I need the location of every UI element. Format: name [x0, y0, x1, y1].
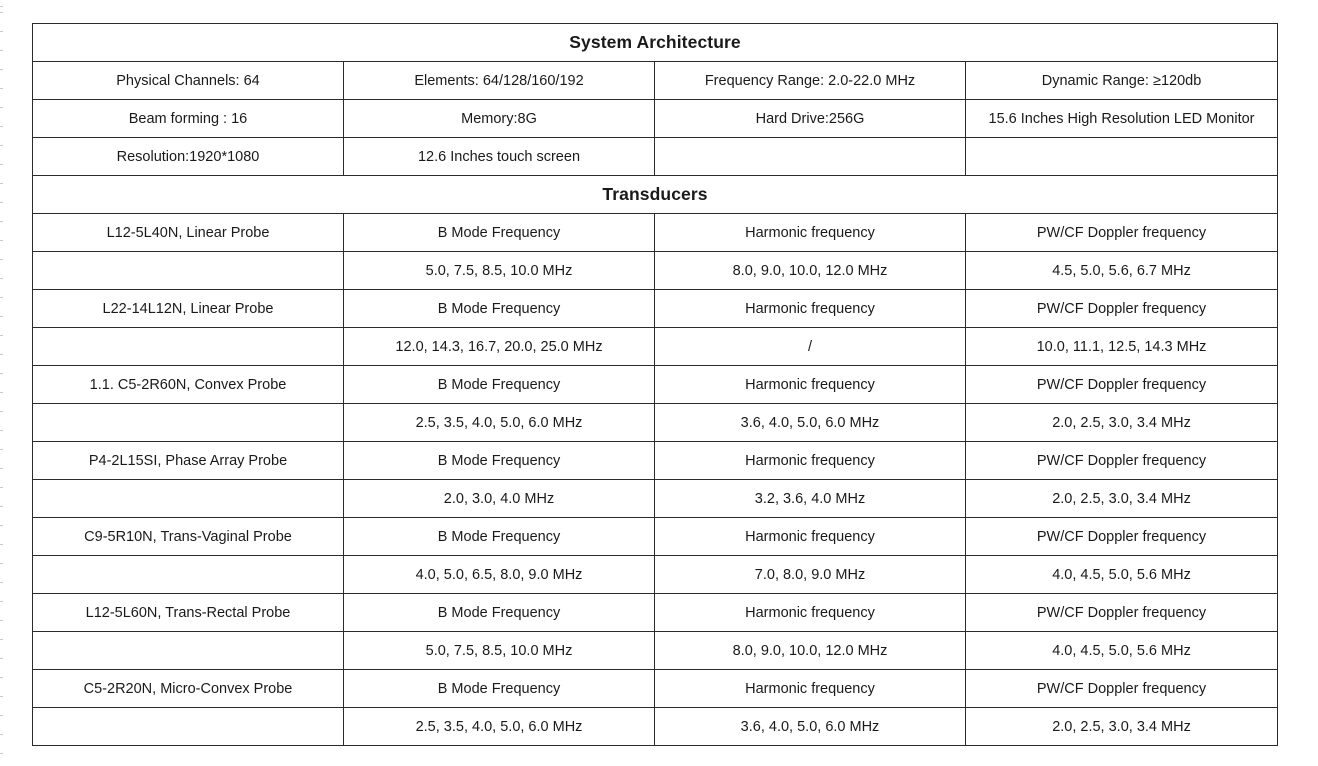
harmonic-label: Harmonic frequency	[655, 594, 966, 632]
b-mode-value: 5.0, 7.5, 8.5, 10.0 MHz	[344, 252, 655, 290]
harmonic-value: 8.0, 9.0, 10.0, 12.0 MHz	[655, 632, 966, 670]
spec-cell: Dynamic Range: ≥120db	[966, 62, 1278, 100]
spec-cell: Memory:8G	[344, 100, 655, 138]
transducers-heading-row	[33, 176, 1278, 214]
doppler-label: PW/CF Doppler frequency	[966, 442, 1278, 480]
harmonic-label: Harmonic frequency	[655, 290, 966, 328]
system-architecture-row	[33, 100, 1278, 138]
spec-cell: Hard Drive:256G	[655, 100, 966, 138]
b-mode-value: 5.0, 7.5, 8.5, 10.0 MHz	[344, 632, 655, 670]
probe-name: P4-2L15SI, Phase Array Probe	[33, 442, 344, 480]
harmonic-value: 7.0, 8.0, 9.0 MHz	[655, 556, 966, 594]
specification-table	[32, 23, 1278, 746]
probe-label-row	[33, 670, 1278, 708]
probe-name: L22-14L12N, Linear Probe	[33, 290, 344, 328]
doppler-label: PW/CF Doppler frequency	[966, 594, 1278, 632]
doppler-value: 4.0, 4.5, 5.0, 5.6 MHz	[966, 632, 1278, 670]
spec-cell: Elements: 64/128/160/192	[344, 62, 655, 100]
doppler-value: 2.0, 2.5, 3.0, 3.4 MHz	[966, 708, 1278, 746]
empty-cell	[33, 708, 344, 746]
harmonic-value: 3.6, 4.0, 5.0, 6.0 MHz	[655, 404, 966, 442]
spec-cell: 15.6 Inches High Resolution LED Monitor	[966, 100, 1278, 138]
harmonic-value: 3.2, 3.6, 4.0 MHz	[655, 480, 966, 518]
empty-cell	[33, 632, 344, 670]
spec-cell	[655, 138, 966, 176]
empty-cell	[33, 556, 344, 594]
probe-name: 1.1. C5-2R60N, Convex Probe	[33, 366, 344, 404]
doppler-label: PW/CF Doppler frequency	[966, 290, 1278, 328]
left-edge-tick-marks	[0, 0, 3, 766]
system-architecture-heading: System Architecture	[33, 24, 1278, 62]
doppler-value: 4.0, 4.5, 5.0, 5.6 MHz	[966, 556, 1278, 594]
probe-name: C5-2R20N, Micro-Convex Probe	[33, 670, 344, 708]
b-mode-label: B Mode Frequency	[344, 214, 655, 252]
b-mode-label: B Mode Frequency	[344, 290, 655, 328]
doppler-value: 2.0, 2.5, 3.0, 3.4 MHz	[966, 480, 1278, 518]
spec-cell	[966, 138, 1278, 176]
probe-value-row	[33, 632, 1278, 670]
doppler-value: 10.0, 11.1, 12.5, 14.3 MHz	[966, 328, 1278, 366]
spec-cell: Frequency Range: 2.0-22.0 MHz	[655, 62, 966, 100]
probe-name: L12-5L40N, Linear Probe	[33, 214, 344, 252]
system-architecture-row	[33, 138, 1278, 176]
probe-label-row	[33, 366, 1278, 404]
harmonic-value: /	[655, 328, 966, 366]
probe-label-row	[33, 518, 1278, 556]
b-mode-value: 12.0, 14.3, 16.7, 20.0, 25.0 MHz	[344, 328, 655, 366]
probe-label-row	[33, 290, 1278, 328]
empty-cell	[33, 252, 344, 290]
spec-cell: Beam forming : 16	[33, 100, 344, 138]
probe-value-row	[33, 328, 1278, 366]
probe-name: C9-5R10N, Trans-Vaginal Probe	[33, 518, 344, 556]
doppler-label: PW/CF Doppler frequency	[966, 366, 1278, 404]
doppler-value: 2.0, 2.5, 3.0, 3.4 MHz	[966, 404, 1278, 442]
b-mode-label: B Mode Frequency	[344, 366, 655, 404]
probe-label-row	[33, 594, 1278, 632]
doppler-label: PW/CF Doppler frequency	[966, 670, 1278, 708]
b-mode-value: 4.0, 5.0, 6.5, 8.0, 9.0 MHz	[344, 556, 655, 594]
probe-label-row	[33, 214, 1278, 252]
empty-cell	[33, 480, 344, 518]
harmonic-label: Harmonic frequency	[655, 442, 966, 480]
system-architecture-heading-row	[33, 24, 1278, 62]
empty-cell	[33, 328, 344, 366]
system-architecture-row	[33, 62, 1278, 100]
probe-name: L12-5L60N, Trans-Rectal Probe	[33, 594, 344, 632]
doppler-value: 4.5, 5.0, 5.6, 6.7 MHz	[966, 252, 1278, 290]
harmonic-value: 8.0, 9.0, 10.0, 12.0 MHz	[655, 252, 966, 290]
harmonic-label: Harmonic frequency	[655, 670, 966, 708]
b-mode-value: 2.5, 3.5, 4.0, 5.0, 6.0 MHz	[344, 404, 655, 442]
harmonic-label: Harmonic frequency	[655, 366, 966, 404]
spec-cell: 12.6 Inches touch screen	[344, 138, 655, 176]
b-mode-label: B Mode Frequency	[344, 442, 655, 480]
harmonic-value: 3.6, 4.0, 5.0, 6.0 MHz	[655, 708, 966, 746]
b-mode-label: B Mode Frequency	[344, 594, 655, 632]
probe-label-row	[33, 442, 1278, 480]
harmonic-label: Harmonic frequency	[655, 518, 966, 556]
doppler-label: PW/CF Doppler frequency	[966, 518, 1278, 556]
b-mode-value: 2.0, 3.0, 4.0 MHz	[344, 480, 655, 518]
probe-value-row	[33, 556, 1278, 594]
b-mode-label: B Mode Frequency	[344, 670, 655, 708]
spec-cell: Physical Channels: 64	[33, 62, 344, 100]
transducers-heading: Transducers	[33, 176, 1278, 214]
probe-value-row	[33, 480, 1278, 518]
b-mode-label: B Mode Frequency	[344, 518, 655, 556]
empty-cell	[33, 404, 344, 442]
doppler-label: PW/CF Doppler frequency	[966, 214, 1278, 252]
spec-cell: Resolution:1920*1080	[33, 138, 344, 176]
probe-value-row	[33, 708, 1278, 746]
harmonic-label: Harmonic frequency	[655, 214, 966, 252]
probe-value-row	[33, 404, 1278, 442]
probe-value-row	[33, 252, 1278, 290]
b-mode-value: 2.5, 3.5, 4.0, 5.0, 6.0 MHz	[344, 708, 655, 746]
